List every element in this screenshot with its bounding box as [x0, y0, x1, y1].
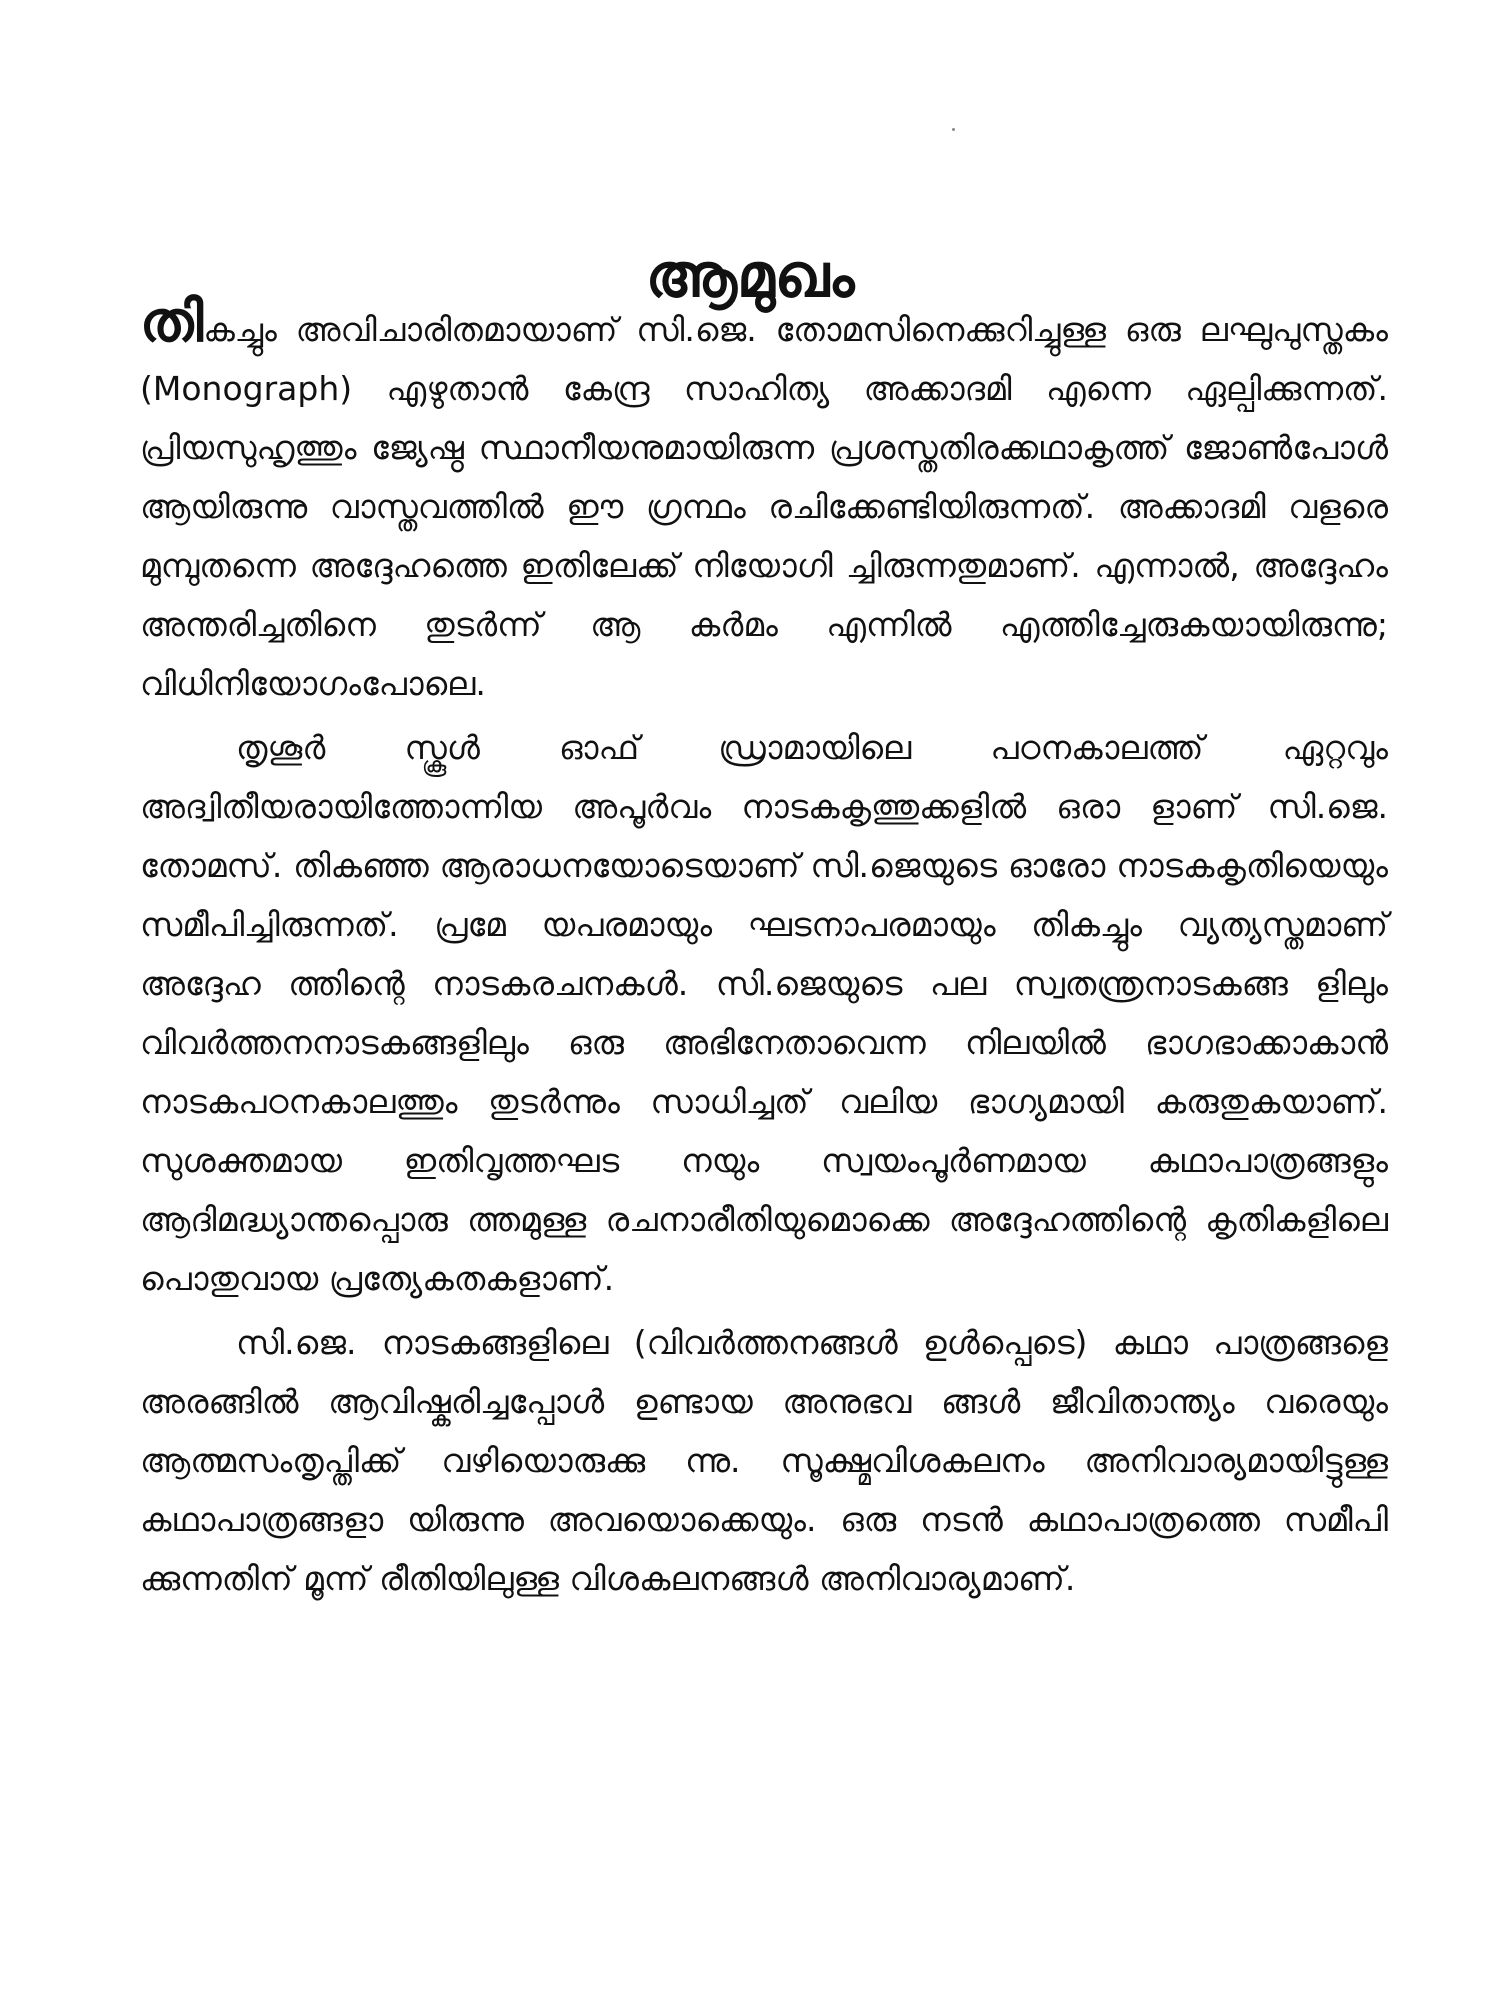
body-text [140, 290, 1388, 1608]
drop-cap: തി [140, 290, 204, 355]
scan-speck [952, 128, 955, 131]
paragraph-3: സി.ജെ. നാടകങ്ങളിലെ (വിവർത്തനങ്ങൾ ഉൾപ്പെടെ) കഥാ പാത്രങ്ങളെ അരങ്ങിൽ ആവിഷ്കരിച്ചപ്പോൾ ഉണ്ടായ അനുഭവ ങ്ങൾ ജീവിതാന്ത്യം വരെയും ആത്മസംതൃപ്തിക്ക് വഴിയൊരുക്കു ന്നു. സൂക്ഷ്മവിശകലനം അനിവാര്യമായിട്ടുള്ള കഥാപാത്രങ്ങളാ യിരുന്നു അവയൊക്കെയും. ഒരു നടൻ കഥാപാത്രത്തെ സമീപി ക്കുന്നതിന് മൂന്ന് രീതിയിലുള്ള വിശകലനങ്ങൾ അനിവാര്യമാണ്. [140, 1323, 1388, 1598]
paragraph-1-text: കച്ചും അവിചാരിതമായാണ് സി.ജെ. തോമസിനെക്കുറിച്ചുള്ള ഒരു ലഘുപുസ്തകം (Monograph) എഴുതാൻ കേന്ദ്ര സാഹിത്യ അക്കാദമി എന്നെ ഏല്പിക്കുന്നത്. പ്രിയസുഹൃത്തും ജ്യേഷ്ഠ സ്ഥാനീയനുമായിരുന്ന പ്രശസ്തതിരക്കഥാകൃത്ത് ജോൺപോൾ ആയിരുന്നു വാസ്തവത്തിൽ ഈ ഗ്രന്ഥം രചിക്കേണ്ടിയിരുന്നത്. അക്കാദമി വളരെ മുമ്പുതന്നെ അദ്ദേഹത്തെ ഇതിലേക്ക് നിയോഗി ച്ചിരുന്നതുമാണ്. എന്നാൽ, അദ്ദേഹം അന്തരിച്ചതിനെ തുടർന്ന് ആ കർമം എന്നിൽ എത്തിച്ചേരുകയായിരുന്നു; വിധിനിയോഗംപോലെ. [140, 310, 1388, 703]
paragraph-2: തൃശൂർ സ്കൂൾ ഓഫ് ഡ്രാമായിലെ പഠനകാലത്ത് ഏറ്റവും അദ്വിതീയരായിത്തോന്നിയ അപൂർവം നാടകകൃത്തുക്കളിൽ ഒരാ ളാണ് സി.ജെ. തോമസ്. തികഞ്ഞ ആരാധനയോടെയാണ് സി.ജെയുടെ ഓരോ നാടകകൃതിയെയും സമീപിച്ചിരുന്നത്. പ്രമേ യപരമായും ഘടനാപരമായും തികച്ചും വ്യത്യസ്തമാണ് അദ്ദേഹ ത്തിന്റെ നാടകരചനകൾ. സി.ജെയുടെ പല സ്വതന്ത്രനാടകങ്ങ ളിലും വിവർത്തനനാടകങ്ങളിലും ഒരു അഭിനേതാവെന്ന നിലയിൽ ഭാഗഭാക്കാകാൻ നാടകപഠനകാലത്തും തുടർന്നും സാധിച്ചത് വലിയ ഭാഗ്യമായി കരുതുകയാണ്. സുശക്തമായ ഇതിവൃത്തഘട നയും സ്വയംപൂർണമായ കഥാപാത്രങ്ങളും ആദിമദ്ധ്യാന്തപ്പൊരു ത്തമുള്ള രചനാരീതിയുമൊക്കെ അദ്ദേഹത്തിന്റെ കൃതികളിലെ പൊതുവായ പ്രത്യേകതകളാണ്. [140, 728, 1388, 1298]
paragraph-1 [140, 290, 1388, 713]
page-title: ആമുഖം [645, 241, 855, 312]
